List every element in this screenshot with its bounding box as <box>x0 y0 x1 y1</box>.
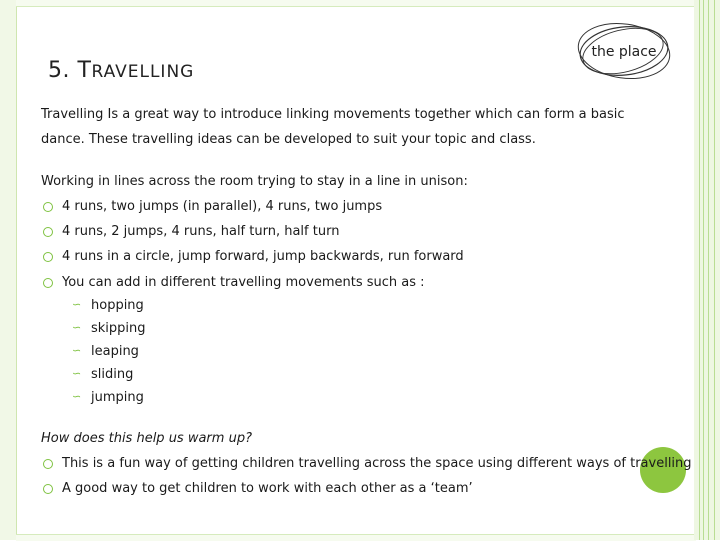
left-frame-border <box>0 0 17 540</box>
section2-heading: How does this help us warm up? <box>41 431 252 446</box>
wave-bullet-icon: ∽ <box>72 367 82 380</box>
intro-line-1: Travelling Is a great way to introduce linking movements together which can form a basic <box>41 107 625 122</box>
sub-item-hopping: hopping <box>91 298 144 313</box>
section2-bullet-2: A good way to get children to work with each other as a ‘team’ <box>62 481 473 496</box>
ring-bullet-icon <box>43 278 53 288</box>
slide-title <box>48 58 194 83</box>
ring-bullet-icon <box>43 484 53 494</box>
top-frame-border <box>16 0 696 7</box>
wave-bullet-icon: ∽ <box>72 321 82 334</box>
section1-bullet-4: You can add in different travelling movements such as : <box>62 275 425 290</box>
section1-bullet-2: 4 runs, 2 jumps, 4 runs, half turn, half turn <box>62 224 340 239</box>
slide-number: 5. <box>48 58 70 83</box>
logo-text: the place <box>591 44 657 60</box>
sub-item-sliding: sliding <box>91 367 134 382</box>
wave-bullet-icon: ∽ <box>72 344 82 357</box>
section1-heading: Working in lines across the room trying to stay in a line in unison: <box>41 174 468 189</box>
title-rest: RAVELLING <box>91 62 195 82</box>
the-place-logo <box>576 20 672 82</box>
sub-item-leaping: leaping <box>91 344 139 359</box>
section1-bullet-3: 4 runs in a circle, jump forward, jump backwards, run forward <box>62 249 464 264</box>
ring-bullet-icon <box>43 459 53 469</box>
section2-bullet-1: This is a fun way of getting children travelling across the space using different ways of travelling <box>62 456 692 471</box>
wave-bullet-icon: ∽ <box>72 298 82 311</box>
ring-bullet-icon <box>43 227 53 237</box>
ring-bullet-icon <box>43 252 53 262</box>
ring-bullet-icon <box>43 202 53 212</box>
sub-item-jumping: jumping <box>91 390 144 405</box>
intro-line-2: dance. These travelling ideas can be developed to suit your topic and class. <box>41 132 536 147</box>
title-initial: T <box>77 58 92 83</box>
sub-item-skipping: skipping <box>91 321 146 336</box>
right-frame-border <box>694 0 720 540</box>
wave-bullet-icon: ∽ <box>72 390 82 403</box>
section1-bullet-1: 4 runs, two jumps (in parallel), 4 runs, two jumps <box>62 199 383 214</box>
